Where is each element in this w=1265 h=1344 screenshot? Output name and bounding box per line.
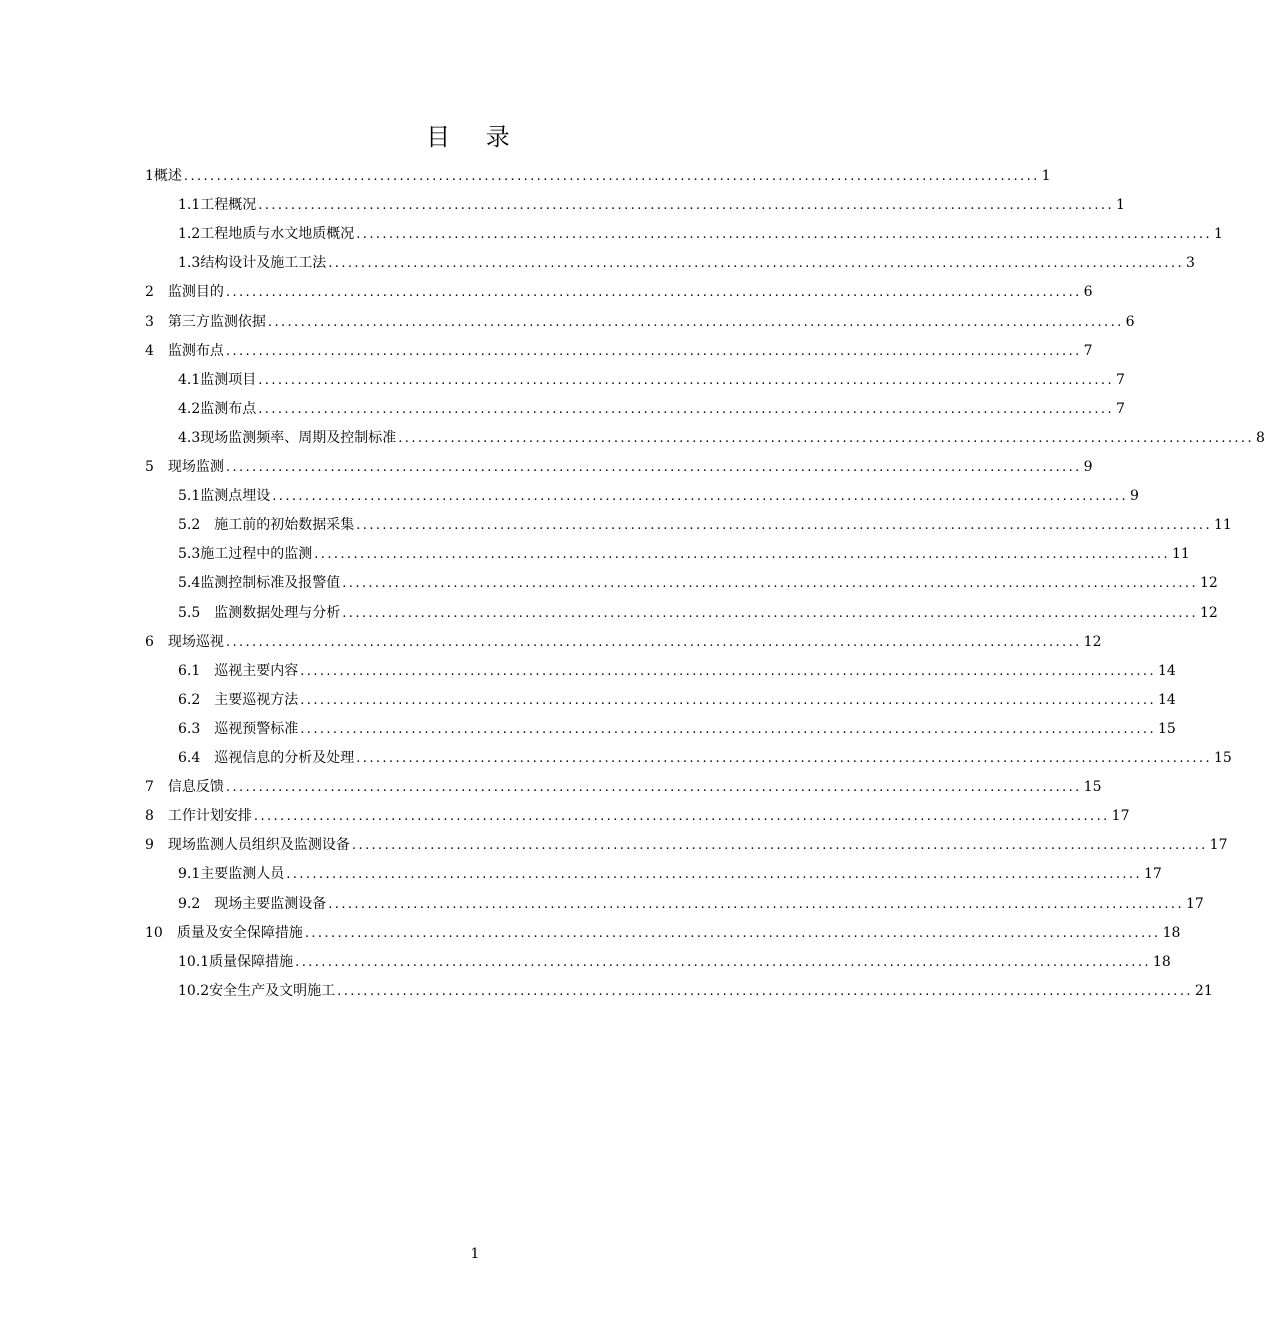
toc-entry[interactable] [178,948,1171,976]
toc-entry-page: 12 [1200,604,1218,621]
toc-leader-dots: ................................................................................................................................... [356,518,1212,534]
toc-entry-number: 6.4 [178,750,215,766]
toc-entry-number: 8 [145,808,168,825]
toc-entry-number: 6 [145,633,168,650]
toc-entry-page: 14 [1158,662,1176,679]
toc-entry[interactable] [145,278,1093,306]
toc-entry-page: 18 [1152,953,1171,970]
toc-entry[interactable] [178,395,1125,423]
toc-entry[interactable] [178,482,1139,510]
toc-entry-number: 5.2 [178,517,215,534]
toc-entry-label: 质量及安全保障措施 [176,924,303,941]
toc-entry-label: 监测目的 [167,284,224,301]
toc-entry[interactable] [178,744,1232,772]
toc-entry-label: 工程概况 [200,197,257,214]
toc-leader-dots: ................................................................................................................................... [328,896,1184,912]
toc-entry[interactable] [178,540,1190,568]
toc-entry[interactable] [178,511,1232,539]
toc-entry-number: 4 [145,342,168,359]
toc-entry-page: 9 [1130,488,1139,505]
toc-entry[interactable] [145,337,1093,365]
toc-entry-label: 结构设计及施工工法 [200,255,327,272]
toc-entry-number: 5.3 [178,546,201,563]
toc-entry-page: 14 [1158,691,1176,708]
toc-entry-page: 12 [1200,575,1218,592]
toc-leader-dots: ................................................................................................................................... [258,198,1114,214]
toc-entry-page: 17 [1209,837,1228,854]
toc-entry-label: 监测布点 [167,342,224,359]
toc-entry-label: 施工过程中的监测 [200,546,313,563]
toc-entry-number: 5 [145,459,168,475]
toc-entry-page: 11 [1172,546,1190,563]
toc-leader-dots: ................................................................................................................................... [342,576,1198,592]
toc-entry[interactable] [178,860,1162,888]
toc-entry-number: 6.3 [178,720,215,737]
toc-entry-number: 10.1 [178,953,210,970]
toc-entry[interactable] [178,599,1218,627]
toc-entry-label: 监测控制标准及报警值 [200,575,341,592]
toc-entry-number: 5.4 [178,575,201,592]
toc-entry-number: 1.3 [178,255,201,272]
toc-entry-label: 巡视预警标准 [214,720,299,737]
toc-entry[interactable] [178,220,1223,248]
toc-entry-number: 1.2 [178,226,201,243]
toc-entry-number: 10.2 [178,982,210,999]
toc-entry[interactable] [145,162,1051,190]
toc-entry-page: 15 [1083,779,1102,796]
toc-entry-number: 5.1 [178,488,201,505]
toc-entry-page: 8 [1256,429,1265,446]
toc-entry-label: 巡视信息的分析及处理 [214,750,355,766]
toc-entry-number: 4.3 [178,429,201,446]
toc-entry[interactable] [178,424,1265,452]
toc-entry-number: 6.2 [178,691,215,708]
toc-entry-label: 现场巡视 [167,633,224,650]
toc-entry-number: 10 [145,924,177,941]
toc-entry-label: 工作计划安排 [167,808,252,825]
toc-leader-dots: ................................................................................................................................... [337,983,1193,999]
toc-entry[interactable] [145,308,1135,336]
toc-entry-number: 9 [145,837,168,854]
toc-entry[interactable] [145,802,1130,830]
toc-entry-number: 1 [145,168,154,184]
toc-leader-dots: ................................................................................................................................... [314,547,1170,563]
toc-entry-label: 第三方监测依据 [167,313,266,330]
toc-leader-dots: ................................................................................................................................... [356,227,1212,243]
toc-entry-number: 1.1 [178,197,201,214]
toc-leader-dots: ................................................................................................................................... [225,343,1082,359]
toc-entry-number: 4.2 [178,400,201,417]
toc-leader-dots: ................................................................................................................................... [351,838,1208,854]
toc-entry-page: 21 [1194,982,1213,999]
toc-entry-label: 主要巡视方法 [214,691,299,708]
toc-entry-page: 7 [1083,342,1093,359]
toc-entry-page: 3 [1186,255,1195,272]
toc-entry-label: 质量保障措施 [209,953,294,970]
toc-entry-number: 9.2 [178,895,215,912]
toc-entry-number: 2 [145,284,168,301]
toc-entry-page: 6 [1083,284,1093,301]
toc-entry-label: 现场主要监测设备 [214,895,327,912]
toc-entry[interactable] [145,628,1102,656]
toc-entry[interactable] [178,366,1125,394]
toc-entry[interactable] [178,191,1125,219]
toc-leader-dots: ................................................................................................................................... [398,430,1254,446]
toc-entry-page: 7 [1116,400,1125,417]
toc-entry-page: 12 [1083,633,1102,650]
toc-entry-label: 监测数据处理与分析 [214,604,341,621]
toc-entry[interactable] [178,977,1213,1005]
toc-leader-dots: ................................................................................................................................... [300,692,1156,708]
toc-entry-page: 18 [1162,924,1181,941]
toc-entry-label: 主要监测人员 [200,866,285,883]
toc-leader-dots: ................................................................................................................................... [258,372,1114,388]
toc-entry-number: 4.1 [178,371,201,388]
toc-leader-dots: ................................................................................................................................... [267,314,1124,330]
toc-title: 目 录 [426,123,524,151]
page-number: 1 [470,1246,480,1262]
toc-entry-page: 1 [1041,168,1051,184]
toc-entry-page: 17 [1111,808,1130,825]
toc-leader-dots: ................................................................................................................................... [225,460,1082,475]
toc-entry[interactable] [178,715,1176,743]
toc-entry-number: 9.1 [178,866,201,883]
toc-leader-dots: ................................................................................................................................... [295,954,1151,970]
toc-leader-dots: ................................................................................................................................... [342,605,1198,621]
toc-entry[interactable] [145,831,1228,859]
toc-entry[interactable] [178,686,1176,714]
toc-entry-label: 概述 [153,168,182,184]
toc-leader-dots: ................................................................................................................................... [225,285,1082,301]
toc-entry-label: 信息反馈 [167,779,224,796]
toc-entry[interactable] [178,569,1218,597]
toc-entry-label: 安全生产及文明施工 [209,982,336,999]
toc-entry-page: 7 [1116,371,1125,388]
toc-leader-dots: ................................................................................................................................... [183,169,1040,184]
toc-entry-page: 11 [1214,517,1232,534]
toc-entry-label: 监测布点 [200,400,257,417]
toc-leader-dots: ................................................................................................................................... [225,780,1082,796]
toc-leader-dots: ................................................................................................................................... [225,634,1082,650]
toc-entry-label: 工程地质与水文地质概况 [200,226,355,243]
toc-entry-page: 9 [1083,459,1093,475]
toc-entry-number: 5.5 [178,604,215,621]
toc-leader-dots: ................................................................................................................................... [356,751,1212,766]
toc-leader-dots: ................................................................................................................................... [328,256,1184,272]
toc-entry-number: 3 [145,313,168,330]
toc-entry[interactable] [145,773,1102,801]
toc-leader-dots: ................................................................................................................................... [272,489,1128,505]
toc-entry-label: 监测点埋设 [200,488,271,505]
toc-entry[interactable] [178,890,1204,918]
toc-entry-number: 7 [145,779,168,796]
toc-entry-page: 17 [1144,866,1162,883]
toc-entry-label: 监测项目 [200,371,257,388]
toc-entry[interactable] [178,657,1176,685]
toc-entry-label: 现场监测人员组织及监测设备 [167,837,350,854]
toc-entry-page: 17 [1186,895,1204,912]
toc-entry[interactable] [178,249,1195,277]
toc-entry-page: 6 [1125,313,1135,330]
toc-leader-dots: ................................................................................................................................... [300,721,1156,737]
toc-leader-dots: ................................................................................................................................... [258,401,1114,417]
toc-entry-page: 1 [1214,226,1223,243]
toc-leader-dots: ................................................................................................................................... [300,663,1156,679]
toc-leader-dots: ................................................................................................................................... [253,809,1110,825]
toc-entry-number: 6.1 [178,662,215,679]
toc-entry-page: 15 [1214,750,1232,766]
toc-entry-label: 现场监测频率、周期及控制标准 [200,429,397,446]
toc-entry[interactable] [145,453,1093,481]
toc-entry-label: 施工前的初始数据采集 [214,517,355,534]
toc-entry-label: 现场监测 [167,459,224,475]
toc-entry-label: 巡视主要内容 [214,662,299,679]
toc-entry-page: 15 [1158,720,1176,737]
toc-entry-page: 1 [1116,197,1125,214]
toc-leader-dots: ................................................................................................................................... [286,867,1142,883]
toc-entry[interactable] [145,919,1181,947]
toc-leader-dots: ................................................................................................................................... [304,925,1161,941]
